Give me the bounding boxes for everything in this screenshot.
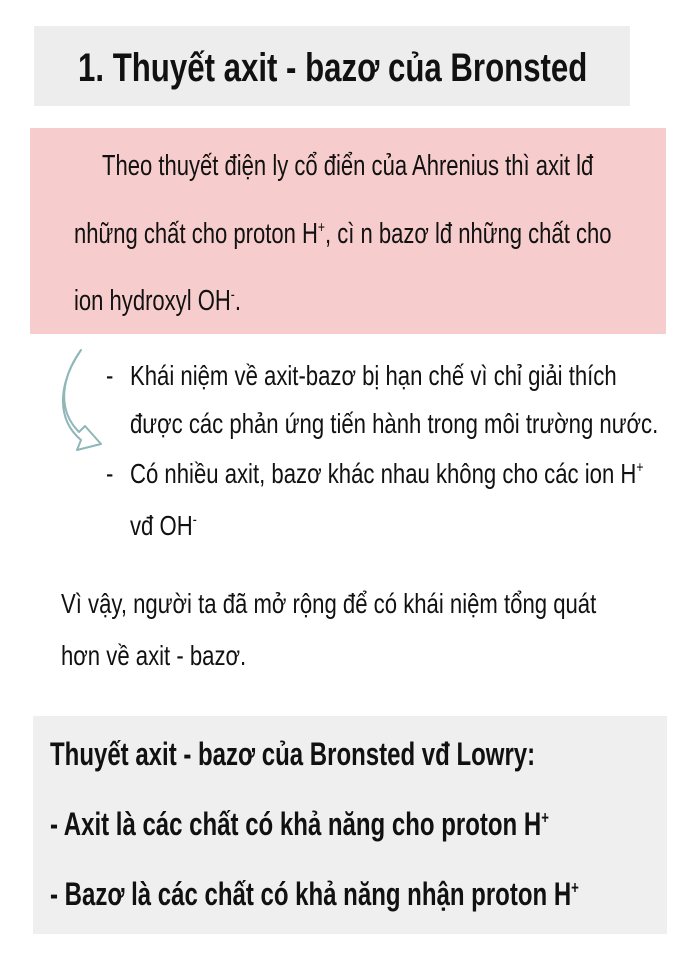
- bullet-dash-1: -: [106, 360, 114, 391]
- theory-box: [33, 716, 667, 934]
- bullet-2-line-1: Có nhiều axit, bazơ khác nhau không cho các ion H+: [130, 458, 644, 489]
- bullet-dash-2: -: [106, 458, 114, 489]
- page-title: 1. Thuyết axit - bazơ của Bronsted: [78, 46, 588, 90]
- theory-heading: Thuyết axit - bazơ của Bronsted vđ Lowry:: [50, 736, 536, 772]
- bullet-1-line-2: được các phản ứng tiến hành trong môi trường nước.: [130, 408, 659, 439]
- bullet-1-line-1: Khái niệm về axit-bazơ bị hạn chế vì chỉ giải thích: [130, 360, 617, 391]
- summary-line-1: Vì vậy, người ta đã mở rộng để có khái niệm tổng quát: [61, 588, 597, 619]
- bullet-2-line-2: vđ OH-: [130, 510, 197, 541]
- theory-base-line: - Bazơ là các chất có khả năng nhận proton H+: [50, 876, 579, 912]
- curved-arrow-icon: [55, 348, 114, 456]
- intro-line-1: Theo thuyết điện ly cổ điển của Ahrenius thì axit lđ: [102, 150, 594, 182]
- title-banner: [34, 26, 630, 106]
- intro-line-2: những chất cho proton H+, cì n bazơ lđ những chất cho: [74, 218, 612, 250]
- summary-line-2: hơn về axit - bazơ.: [61, 640, 247, 671]
- theory-acid-line: - Axit là các chất có khả năng cho proton H+: [50, 806, 549, 842]
- intro-box: [30, 128, 666, 334]
- intro-line-3: ion hydroxyl OH-.: [74, 285, 241, 317]
